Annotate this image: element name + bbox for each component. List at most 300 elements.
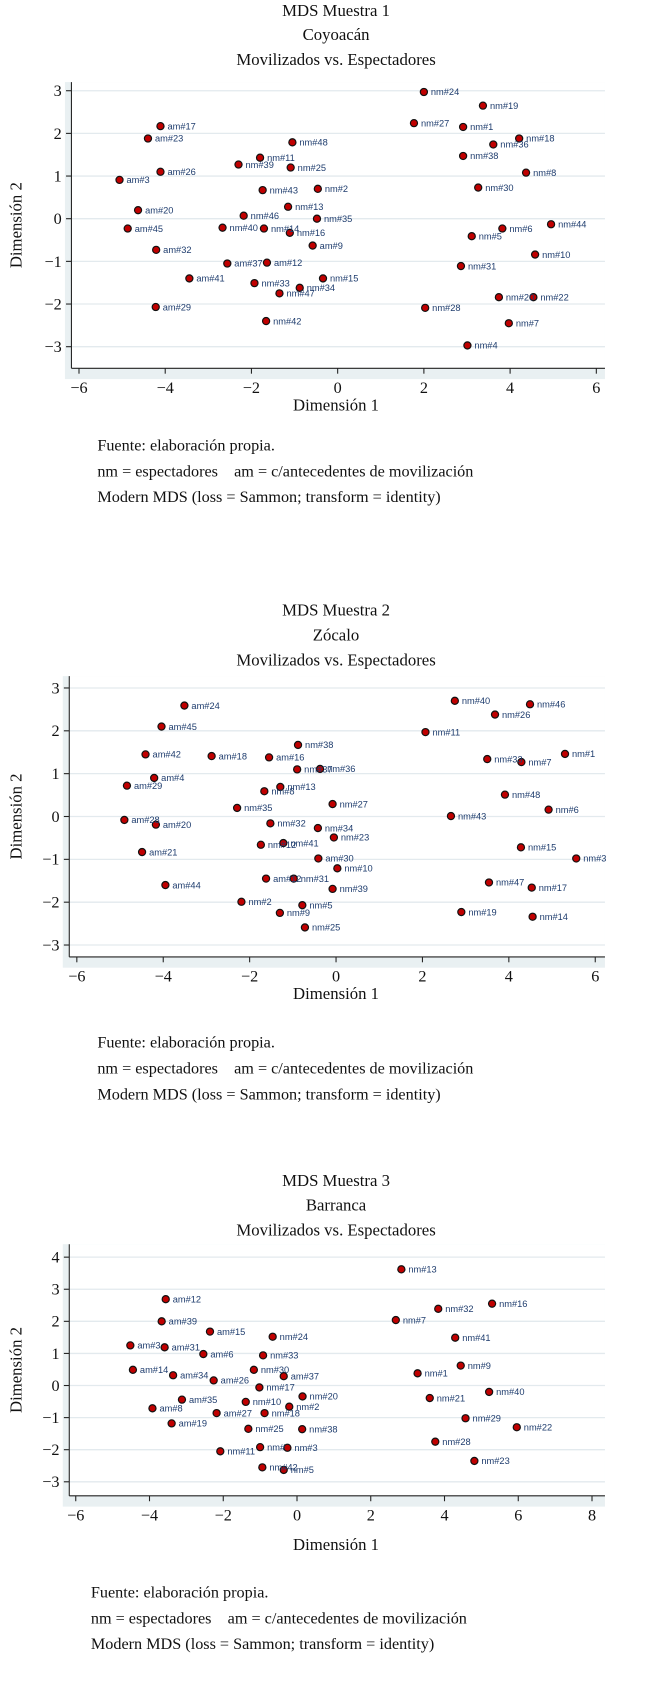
data-point-label: nm#5 <box>309 900 333 911</box>
y-tick-label: 2 <box>51 722 60 741</box>
data-point-marker <box>285 203 292 210</box>
x-tick-label: 6 <box>592 379 601 398</box>
y-tick-label: 0 <box>51 1376 60 1395</box>
data-point-label: am#44 <box>172 880 201 891</box>
data-point-label: am#21 <box>149 847 178 858</box>
data-point-label: nm#36 <box>500 139 529 150</box>
data-point-label: nm#10 <box>252 1397 282 1408</box>
data-point-marker <box>330 834 337 841</box>
data-point-label: nm#27 <box>420 118 450 129</box>
data-point-marker <box>123 782 130 789</box>
data-point-label: nm#19 <box>468 907 497 918</box>
data-point-marker <box>491 711 498 718</box>
data-point-marker <box>149 1405 156 1412</box>
chart-3 <box>7 1171 605 1653</box>
data-point-marker <box>259 1464 266 1471</box>
data-point-marker <box>256 1384 263 1391</box>
data-point-label: nm#47 <box>286 288 315 299</box>
data-point-marker <box>319 275 326 282</box>
data-point-marker <box>410 120 417 127</box>
data-point-label: nm#23 <box>340 832 370 843</box>
data-point-marker <box>457 262 464 269</box>
data-point-marker <box>447 813 454 820</box>
data-point-label: am#35 <box>188 1394 218 1405</box>
data-point-label: nm#22 <box>523 1422 553 1433</box>
data-point-label: nm#2 <box>296 1401 320 1412</box>
data-point-label: nm#21 <box>436 1393 466 1404</box>
data-point-label: nm#48 <box>299 137 328 148</box>
data-point-marker <box>186 275 193 282</box>
data-point-marker <box>276 909 283 916</box>
data-point-marker <box>157 123 164 130</box>
data-point-marker <box>471 1457 478 1464</box>
chart-title-line: MDS Muestra 2 <box>282 600 390 620</box>
chart-note: Fuente: elaboración propia. <box>97 1033 275 1052</box>
data-point-label: nm#26 <box>502 709 531 720</box>
data-point-marker <box>162 1296 169 1303</box>
data-point-label: nm#31 <box>467 261 497 272</box>
data-point-label: nm#3 <box>583 853 607 864</box>
data-point-marker <box>262 875 269 882</box>
y-tick-label: 3 <box>53 82 62 101</box>
data-point-marker <box>420 88 427 95</box>
y-tick-label: 1 <box>51 1344 60 1363</box>
data-point-label: nm#34 <box>324 823 354 834</box>
data-point-label: nm#4 <box>474 340 498 351</box>
data-point-label: am#4 <box>161 773 185 784</box>
data-point-label: nm#35 <box>244 803 273 814</box>
data-point-label: nm#33 <box>494 754 523 765</box>
data-point-label: nm#16 <box>296 228 326 239</box>
data-point-marker <box>398 1266 405 1273</box>
x-tick-label: −6 <box>68 967 86 986</box>
data-point-label: am#3 <box>137 1340 161 1351</box>
data-point-marker <box>526 701 533 708</box>
y-tick-label: 0 <box>51 807 60 826</box>
y-tick-label: −2 <box>42 1441 60 1460</box>
chart-title-line: MDS Muestra 1 <box>282 1 390 21</box>
data-point-marker <box>422 304 429 311</box>
y-tick-label: 0 <box>53 210 62 229</box>
y-tick-label: 4 <box>51 1248 60 1267</box>
y-tick-label: −2 <box>42 893 60 912</box>
data-point-marker <box>217 1448 224 1455</box>
x-axis-label: Dimensión 1 <box>293 984 380 1004</box>
data-point-label: am#19 <box>178 1418 207 1429</box>
data-point-label: am#8 <box>159 1403 183 1414</box>
data-point-label: nm#41 <box>290 838 319 849</box>
data-point-marker <box>206 1328 213 1335</box>
data-point-label: nm#22 <box>540 292 569 303</box>
data-point-label: nm#12 <box>267 840 297 851</box>
data-point-label: nm#7 <box>402 1315 427 1326</box>
data-point-label: nm#8 <box>271 786 295 797</box>
x-tick-label: −2 <box>242 379 261 398</box>
data-point-label: am#28 <box>131 815 160 826</box>
data-point-label: nm#28 <box>432 303 461 314</box>
data-point-label: nm#2 <box>248 896 272 907</box>
data-point-marker <box>181 702 188 709</box>
data-point-marker <box>313 215 320 222</box>
data-point-label: nm#25 <box>311 922 341 933</box>
data-point-label: nm#28 <box>442 1436 471 1447</box>
y-axis-label: Dimensión 2 <box>6 773 26 860</box>
chart-note: Fuente: elaboración propia. <box>90 1583 269 1602</box>
data-point-marker <box>451 697 458 704</box>
data-point-marker <box>532 251 539 258</box>
data-point-label: nm#3 <box>294 1443 318 1454</box>
y-tick-label: 3 <box>51 679 60 698</box>
data-point-marker <box>124 225 131 232</box>
data-point-marker <box>414 1370 421 1377</box>
data-point-marker <box>235 161 242 168</box>
data-point-marker <box>315 855 322 862</box>
chart-note: Modern MDS (loss = Sammon; transform = identity) <box>97 1085 441 1104</box>
data-point-label: nm#24 <box>430 87 460 98</box>
data-point-label: am#32 <box>163 245 192 256</box>
chart-title-line: Barranca <box>305 1195 367 1215</box>
data-point-label: nm#1 <box>572 749 596 760</box>
x-tick-label: −6 <box>70 379 88 398</box>
x-tick-label: −4 <box>156 379 174 398</box>
data-point-marker <box>495 294 502 301</box>
data-point-marker <box>245 1425 252 1432</box>
data-point-marker <box>213 1410 220 1417</box>
data-point-marker <box>490 141 497 148</box>
data-point-label: nm#9 <box>286 908 311 919</box>
data-point-label: nm#27 <box>339 799 368 810</box>
x-tick-label: 4 <box>506 379 515 398</box>
data-point-label: nm#5 <box>290 1465 314 1476</box>
data-point-label: nm#43 <box>269 185 299 196</box>
data-point-label: nm#19 <box>489 100 519 111</box>
chart-title-line: Movilizados vs. Espectadores <box>236 1220 436 1240</box>
data-point-marker <box>460 123 467 130</box>
x-tick-label: −2 <box>241 967 259 986</box>
data-point-marker <box>573 855 580 862</box>
data-point-marker <box>486 1388 493 1395</box>
data-point-label: am#29 <box>133 780 163 791</box>
chart-title-line: MDS Muestra 3 <box>282 1170 390 1190</box>
data-point-marker <box>178 1396 185 1403</box>
x-tick-label: 8 <box>587 1506 597 1525</box>
data-point-label: am#29 <box>162 302 192 313</box>
data-point-marker <box>462 1415 469 1422</box>
data-point-label: am#15 <box>216 1326 246 1337</box>
data-point-marker <box>426 1394 433 1401</box>
data-point-label: nm#41 <box>462 1332 491 1343</box>
data-point-label: nm#30 <box>260 1365 290 1376</box>
chart-title-line: Movilizados vs. Espectadores <box>236 650 436 670</box>
data-point-label: nm#38 <box>305 740 334 751</box>
data-point-label: am#14 <box>139 1365 169 1376</box>
data-point-marker <box>257 1444 264 1451</box>
data-point-label: nm#18 <box>526 133 555 144</box>
data-point-marker <box>522 169 529 176</box>
data-point-marker <box>485 879 492 886</box>
data-point-marker <box>267 820 274 827</box>
x-tick-label: 0 <box>333 379 342 398</box>
data-point-marker <box>517 844 524 851</box>
x-tick-label: 6 <box>591 967 600 986</box>
chart-2 <box>7 601 607 1104</box>
data-point-label: nm#11 <box>227 1446 255 1457</box>
y-tick-label: −3 <box>42 936 60 955</box>
data-point-marker <box>134 207 141 214</box>
data-point-label: am#37 <box>234 258 263 269</box>
data-point-label: nm#18 <box>271 1408 300 1419</box>
data-point-label: nm#46 <box>537 699 566 710</box>
data-point-marker <box>121 816 128 823</box>
data-point-label: nm#1 <box>424 1368 448 1379</box>
chart-note: Modern MDS (loss = Sammon; transform = identity) <box>90 1635 435 1654</box>
data-point-label: nm#5 <box>478 231 502 242</box>
chart-title-line: Zócalo <box>312 625 360 645</box>
data-point-label: nm#24 <box>279 1331 309 1342</box>
x-tick-label: 2 <box>366 1506 375 1525</box>
data-point-marker <box>301 924 308 931</box>
data-point-label: am#12 <box>273 873 302 884</box>
data-point-marker <box>266 754 273 761</box>
data-point-label: nm#25 <box>297 162 327 173</box>
data-point-label: am#16 <box>276 752 305 763</box>
data-point-marker <box>168 1420 175 1427</box>
data-point-label: am#45 <box>134 223 164 234</box>
data-point-label: am#17 <box>167 121 196 132</box>
data-point-marker <box>528 884 535 891</box>
data-point-label: nm#40 <box>229 222 258 233</box>
data-point-label: nm#15 <box>527 842 557 853</box>
x-tick-label: 0 <box>292 1506 302 1525</box>
data-point-marker <box>261 788 268 795</box>
data-point-label: nm#36 <box>327 764 356 775</box>
data-point-label: am#37 <box>290 1371 320 1382</box>
y-tick-label: 1 <box>53 167 62 186</box>
x-tick-label: 4 <box>440 1506 449 1525</box>
data-point-label: nm#16 <box>499 1298 528 1309</box>
data-point-marker <box>269 1333 276 1340</box>
data-point-label: nm#7 <box>528 757 552 768</box>
data-point-marker <box>260 225 267 232</box>
data-point-marker <box>139 848 146 855</box>
x-axis-label: Dimensión 1 <box>293 1534 380 1554</box>
data-point-label: nm#13 <box>408 1264 437 1275</box>
data-point-marker <box>157 168 164 175</box>
y-axis-label: Dimensión 2 <box>6 1327 26 1414</box>
x-tick-label: 2 <box>418 967 427 986</box>
data-point-label: am#24 <box>191 700 220 711</box>
data-point-label: am#20 <box>162 819 192 830</box>
data-point-marker <box>294 766 301 773</box>
data-point-marker <box>299 1426 306 1433</box>
x-tick-label: −2 <box>214 1506 232 1525</box>
data-point-marker <box>484 756 491 763</box>
data-point-label: nm#25 <box>255 1424 284 1435</box>
data-point-marker <box>464 342 471 349</box>
data-point-marker <box>129 1366 136 1373</box>
data-point-label: nm#6 <box>555 804 579 815</box>
chart-1 <box>7 1 605 506</box>
data-point-marker <box>468 233 475 240</box>
x-tick-label: −4 <box>140 1506 159 1525</box>
data-point-label: nm#33 <box>270 1350 299 1361</box>
data-point-label: am#9 <box>319 240 343 251</box>
data-point-label: nm#33 <box>261 278 290 289</box>
data-point-marker <box>299 1393 306 1400</box>
data-point-marker <box>314 825 321 832</box>
data-point-marker <box>153 246 160 253</box>
x-axis-label: Dimensión 1 <box>293 395 380 415</box>
data-point-label: nm#11 <box>267 152 295 163</box>
data-point-marker <box>238 898 245 905</box>
data-point-marker <box>309 242 316 249</box>
y-tick-label: −1 <box>42 850 60 869</box>
data-point-label: nm#47 <box>495 877 525 888</box>
data-point-marker <box>152 303 159 310</box>
data-point-label: nm#37 <box>304 764 333 775</box>
chart-note: nm = espectadores am = c/antecedentes de movilización <box>90 1609 467 1628</box>
data-point-marker <box>457 1362 464 1369</box>
data-point-label: am#20 <box>145 205 174 216</box>
data-point-marker <box>479 102 486 109</box>
y-tick-label: 3 <box>51 1280 60 1299</box>
data-point-marker <box>501 791 508 798</box>
data-point-label: nm#40 <box>496 1387 525 1398</box>
data-point-marker <box>276 290 283 297</box>
data-point-label: nm#40 <box>461 696 491 707</box>
data-point-marker <box>334 865 341 872</box>
data-point-marker <box>287 164 294 171</box>
data-point-label: nm#23 <box>481 1456 510 1467</box>
data-point-label: nm#8 <box>533 167 557 178</box>
chart-title-line: Coyoacán <box>302 24 370 44</box>
y-tick-label: 2 <box>51 1312 60 1331</box>
data-point-marker <box>250 1366 257 1373</box>
data-point-label: nm#32 <box>277 818 306 829</box>
data-point-label: am#39 <box>168 1316 198 1327</box>
data-point-label: nm#39 <box>245 159 274 170</box>
chart-note: Fuente: elaboración propia. <box>97 436 275 455</box>
data-point-marker <box>289 139 296 146</box>
data-point-label: nm#13 <box>287 782 316 793</box>
data-point-label: am#30 <box>325 853 354 864</box>
data-point-label: am#42 <box>152 749 181 760</box>
data-point-marker <box>127 1342 134 1349</box>
data-point-label: am#27 <box>223 1408 252 1419</box>
data-point-label: nm#34 <box>306 283 336 294</box>
data-point-marker <box>294 741 301 748</box>
data-point-marker <box>251 280 258 287</box>
data-point-label: am#3 <box>126 175 150 186</box>
data-point-marker <box>529 913 536 920</box>
data-point-marker <box>158 723 165 730</box>
data-point-label: am#26 <box>167 167 196 178</box>
y-axis-label: Dimensión 2 <box>6 182 26 269</box>
data-point-marker <box>545 806 552 813</box>
data-point-marker <box>458 908 465 915</box>
data-point-marker <box>513 1424 520 1431</box>
data-point-label: am#41 <box>196 273 225 284</box>
data-point-marker <box>234 804 241 811</box>
data-point-label: nm#10 <box>542 249 571 260</box>
chart-title-line: Movilizados vs. Espectadores <box>236 49 436 69</box>
data-point-marker <box>162 881 169 888</box>
x-tick-label: −6 <box>67 1506 85 1525</box>
data-point-marker <box>263 318 270 325</box>
data-point-label: nm#38 <box>470 151 499 162</box>
data-point-label: nm#35 <box>323 213 353 224</box>
data-point-label: nm#2 <box>324 184 349 195</box>
y-tick-label: −2 <box>44 295 62 314</box>
data-point-marker <box>432 1438 439 1445</box>
data-point-marker <box>219 224 226 231</box>
data-point-marker <box>242 1398 249 1405</box>
data-point-label: am#26 <box>220 1375 250 1386</box>
data-point-label: nm#14 <box>270 223 300 234</box>
data-point-label: nm#10 <box>344 863 373 874</box>
data-point-marker <box>329 801 336 808</box>
data-point-label: nm# <box>267 1442 286 1453</box>
data-point-label: am#45 <box>168 721 197 732</box>
data-point-label: am#6 <box>210 1349 234 1360</box>
data-point-marker <box>561 750 568 757</box>
data-point-label: nm#38 <box>309 1424 338 1435</box>
data-point-marker <box>261 1410 268 1417</box>
data-point-label: nm#1 <box>470 122 494 133</box>
data-point-marker <box>224 260 231 267</box>
y-tick-label: −3 <box>44 338 62 357</box>
data-point-label: nm#48 <box>511 789 541 800</box>
data-point-marker <box>144 135 151 142</box>
x-tick-label: 0 <box>331 967 341 986</box>
chart-note: nm = espectadores am = c/antecedentes de movilización <box>97 1059 474 1078</box>
data-point-label: nm#7 <box>515 318 540 329</box>
data-point-label: am#12 <box>172 1294 202 1305</box>
data-point-label: nm#11 <box>432 727 461 738</box>
data-point-label: nm#31 <box>300 873 330 884</box>
data-point-marker <box>314 185 321 192</box>
data-point-marker <box>435 1305 442 1312</box>
data-point-marker <box>260 1352 267 1359</box>
data-point-label: am#12 <box>273 257 303 268</box>
data-point-marker <box>452 1334 459 1341</box>
data-point-marker <box>210 1377 217 1384</box>
x-tick-label: −4 <box>154 967 172 986</box>
data-point-marker <box>142 751 149 758</box>
data-point-marker <box>158 1318 165 1325</box>
data-point-label: nm#15 <box>330 273 359 284</box>
data-point-label: nm#14 <box>539 911 568 922</box>
data-point-label: am#34 <box>180 1370 209 1381</box>
data-point-label: nm#20 <box>505 292 535 303</box>
y-tick-label: −1 <box>42 1409 60 1428</box>
data-point-label: nm#42 <box>269 1462 298 1473</box>
data-point-label: nm#6 <box>509 223 533 234</box>
x-tick-label: 6 <box>514 1506 523 1525</box>
data-point-label: nm#17 <box>538 882 568 893</box>
data-point-label: nm#29 <box>472 1413 501 1424</box>
data-point-marker <box>208 753 215 760</box>
data-point-label: nm#44 <box>558 219 587 230</box>
data-point-marker <box>422 729 429 736</box>
data-point-marker <box>116 176 123 183</box>
data-point-label: nm#20 <box>309 1391 338 1402</box>
data-point-label: nm#9 <box>467 1360 491 1371</box>
data-point-marker <box>161 1344 168 1351</box>
chart-note: Modern MDS (loss = Sammon; transform = identity) <box>97 488 441 507</box>
chart-note: nm = espectadores am = c/antecedentes de movilización <box>97 462 474 481</box>
y-tick-label: −3 <box>42 1473 60 1492</box>
